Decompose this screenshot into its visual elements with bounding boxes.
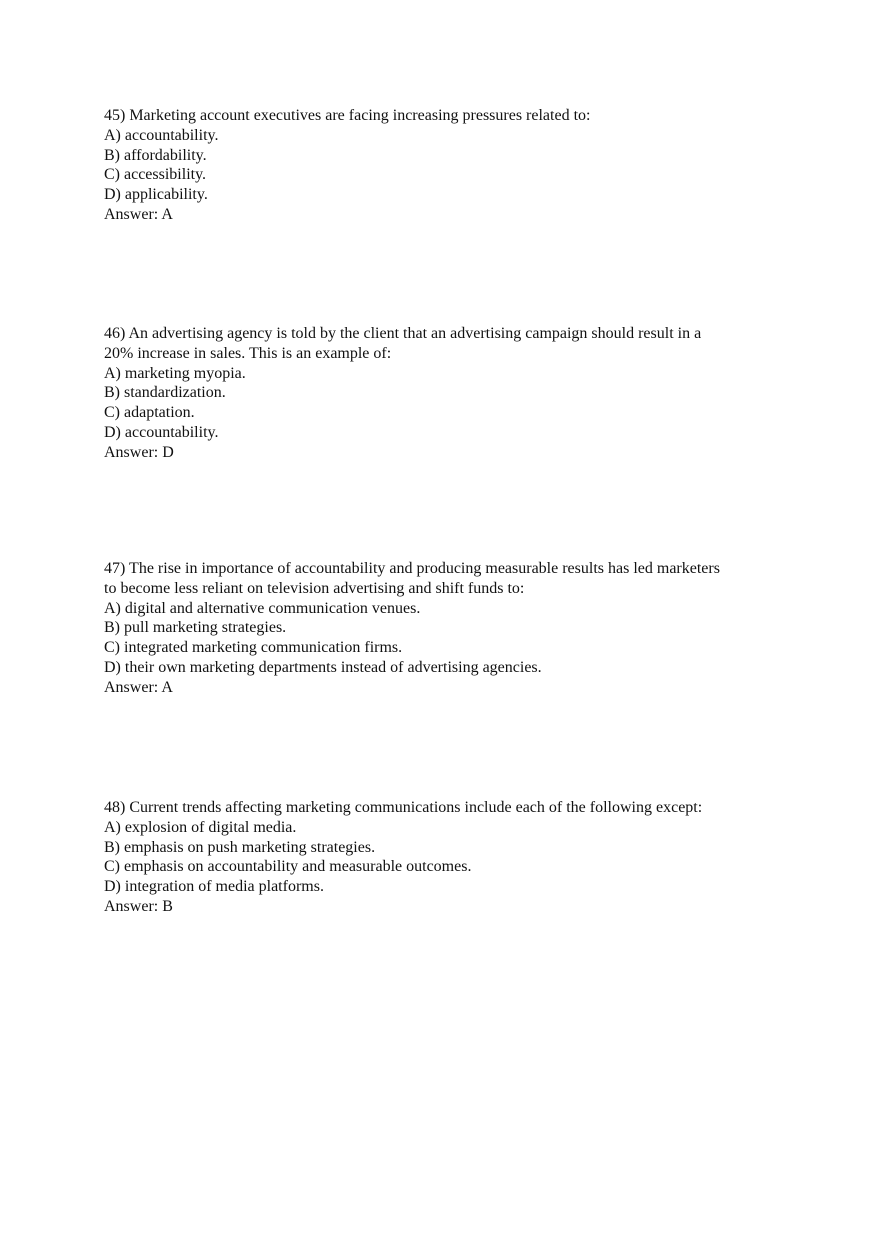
option-b: B) emphasis on push marketing strategies. [104,838,376,856]
answer: Answer: A [104,678,173,696]
option-a: A) accountability. [104,126,219,144]
answer: Answer: B [104,897,173,915]
option-d: D) integration of media platforms. [104,878,324,896]
option-b: B) affordability. [104,146,207,164]
option-b: B) pull marketing strategies. [104,619,287,637]
option-a: A) explosion of digital media. [104,818,297,836]
question-prompt: 48) Current trends affecting marketing communications include each of the following except: [104,799,703,816]
question-prompt: 46) An advertising agency is told by the client that an advertising campaign should result in a [104,325,702,342]
option-c: C) emphasis on accountability and measurable outcomes. [104,858,472,876]
answer: Answer: D [104,443,174,461]
option-a: A) marketing myopia. [104,364,246,382]
option-c: C) integrated marketing communication firms. [104,639,403,657]
question-46 [104,324,794,463]
answer: Answer: A [104,205,173,223]
question-prompt: 47) The rise in importance of accountability and producing measurable results has led marketers [104,560,720,577]
option-a: A) digital and alternative communication venues. [104,599,421,617]
question-prompt-continued: 20% increase in sales. This is an example of: [104,344,392,362]
question-48 [104,798,794,917]
option-d: D) applicability. [104,186,208,204]
question-prompt: 45) Marketing account executives are facing increasing pressures related to: [104,107,591,124]
option-c: C) accessibility. [104,166,207,184]
option-d: D) their own marketing departments instead of advertising agencies. [104,658,542,676]
option-c: C) adaptation. [104,404,195,422]
option-b: B) standardization. [104,384,226,402]
question-prompt-continued: to become less reliant on television advertising and shift funds to: [104,579,525,597]
option-d: D) accountability. [104,423,219,441]
question-47 [104,559,794,698]
question-45 [104,106,794,225]
